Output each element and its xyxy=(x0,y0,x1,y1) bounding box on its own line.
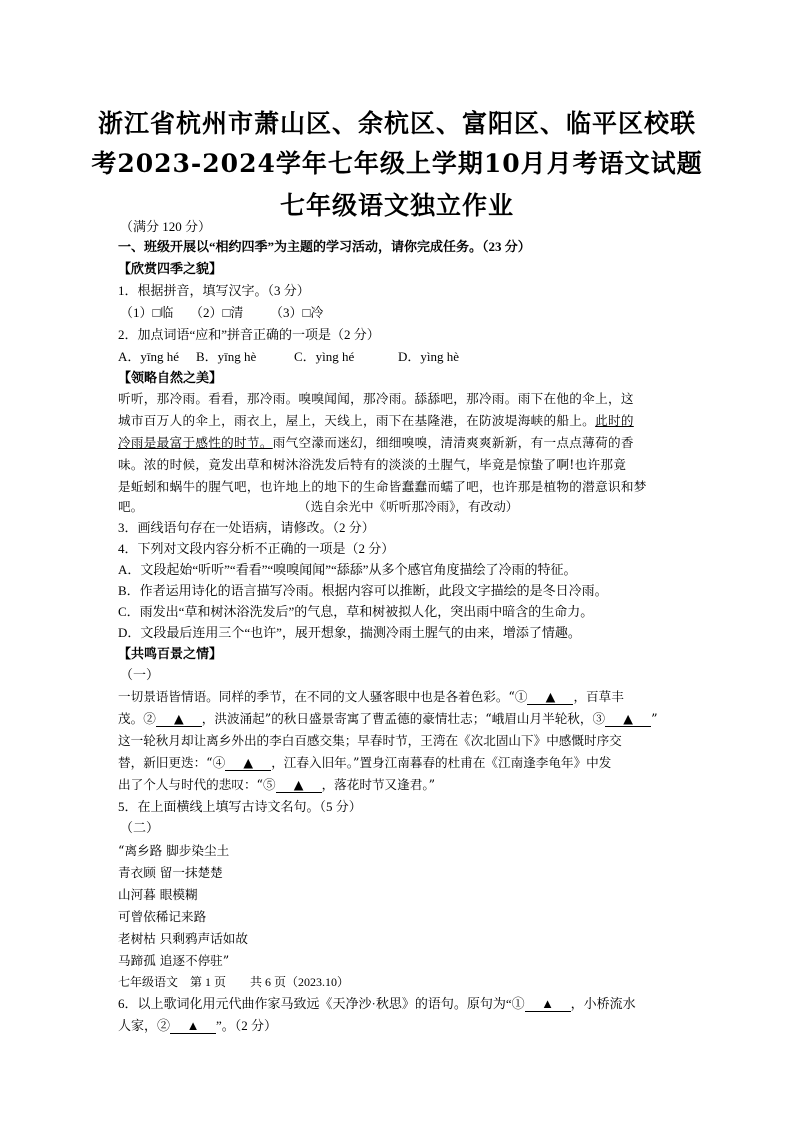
lyric-line-2: 青衣顾 留一抹楚楚 xyxy=(118,865,223,880)
blank-7[interactable]: ▲ xyxy=(170,1018,216,1034)
lyric-line-3: 山河暮 眼模糊 xyxy=(118,887,198,902)
title-line-2: 考2023-2024学年七年级上学期10月月考语文试题 xyxy=(91,149,703,178)
q4-option-b: B．作者运用诗化的语言描写冷雨。根据内容可以推断，此段文字描绘的是冬日冷雨。 xyxy=(118,583,608,598)
poem-para-line-5: 出了个人与时代的悲叹：“⑤ ▲ ，落花时节又逢君。” xyxy=(118,777,436,792)
passage-line-4: 味。浓的时候，竟发出草和树沐浴洗发后特有的淡淡的土腥气，毕竟是惊蛰了啊!也许那竟 xyxy=(118,457,627,472)
blank-6[interactable]: ▲ xyxy=(525,996,571,1012)
passage-line-3: 冷雨是最富于感性的时节。雨气空濛而迷幻，细细嗅嗅，清清爽爽新新，有一点点薄荷的香 xyxy=(118,435,634,450)
question-5: 5．在上面横线上填写古诗文名句。（5 分） xyxy=(118,799,362,814)
lyric-line-6: 马蹄孤 追逐不停驻” xyxy=(118,953,230,968)
poem-para-line-2: 茂。② ▲ ，洪波涌起”的秋日盛景寄寓了曹孟德的豪情壮志；“峨眉山月半轮秋，③ ▲ ” xyxy=(118,711,658,726)
part2-title: 【领略自然之美】 xyxy=(118,370,223,385)
question-6-line-1: 6．以上歌词化用元代曲作家马致远《天净沙·秋思》的语句。原句为“① ▲ ，小桥流水 xyxy=(118,996,636,1011)
q4-option-d: D．文段最后连用三个“也许”，展开想象，揣测冷雨土腥气的由来，增添了情趣。 xyxy=(118,625,581,640)
question-4: 4．下列对文段内容分析不正确的一项是（2 分） xyxy=(118,541,395,556)
passage-source: （选自余光中《听听那冷雨》，有改动） xyxy=(298,499,519,514)
score-note: （满分 120 分） xyxy=(120,219,212,234)
q2-option-b: B．yīng hè xyxy=(196,349,257,364)
poem-para-line-1: 一切景语皆情语。同样的季节，在不同的文人骚客眼中也是各着色彩。“① ▲ ，百草丰 xyxy=(118,689,624,704)
lyric-line-4: 可曾依稀记来路 xyxy=(118,909,207,924)
q4-option-c: C．雨发出“草和树沐浴洗发后”的气息，草和树被拟人化，突出雨中暗含的生命力。 xyxy=(118,604,594,619)
sub-section-1: （一） xyxy=(120,667,160,682)
question-1: 1．根据拼音，填写汉字。（3 分） xyxy=(118,283,310,298)
passage-line-6: 吧。 xyxy=(118,499,144,514)
passage-underlined-sentence-end: 冷雨是最富于感性的时节。 xyxy=(118,435,273,450)
page-footer: 七年级语文 第 1 页 共 6 页（2023.10） xyxy=(118,975,350,989)
passage-line-5: 是蚯蚓和蜗牛的腥气吧，也许地上的地下的生命皆蠢蠢而蠕了吧，也许那是植物的潜意识和梦 xyxy=(118,479,647,494)
passage-line-1: 听听，那冷雨。看看，那冷雨。嗅嗅闻闻，那冷雨。舔舔吧，那冷雨。雨下在他的伞上，这 xyxy=(118,391,634,406)
q1-item-2: （2）□清 xyxy=(190,305,244,320)
section1-heading: 一、班级开展以“相约四季”为主题的学习活动，请你完成任务。（23 分） xyxy=(118,239,531,254)
poem-para-line-4: 替，新旧更迭：“④ ▲ ，江春入旧年。”置身江南暮春的杜甫在《江南逢李龟年》中发 xyxy=(118,755,612,770)
poem-para-line-3: 这一轮秋月却让离乡外出的李白百感交集；早春时节，王湾在《次北固山下》中感慨时序交 xyxy=(118,733,622,748)
title-line-3: 七年级语文独立作业 xyxy=(279,191,514,220)
lyric-line-5: 老树枯 只剩鸦声话如故 xyxy=(118,931,248,946)
question-2: 2．加点词语“应和”拼音正确的一项是（2 分） xyxy=(118,327,380,342)
passage-underlined-sentence-start: 此时的 xyxy=(595,413,634,428)
q4-option-a: A．文段起始“听听”“看看”“嗅嗅闻闻”“舔舔”从多个感官角度描绘了冷雨的特征。 xyxy=(118,562,577,577)
question-6-line-2: 人家，② ▲ ”。（2 分） xyxy=(118,1018,278,1033)
blank-3[interactable]: ▲ xyxy=(605,711,651,727)
q2-option-c: C．yìng hé xyxy=(294,349,355,364)
lyric-line-1: “离乡路 脚步染尘土 xyxy=(118,843,230,858)
q1-item-3: （3）□冷 xyxy=(270,305,324,320)
blank-4[interactable]: ▲ xyxy=(225,755,271,771)
blank-2[interactable]: ▲ xyxy=(156,711,202,727)
blank-1[interactable]: ▲ xyxy=(527,689,573,705)
part1-title: 【欣赏四季之貌】 xyxy=(118,261,223,276)
sub-section-2: （二） xyxy=(120,820,160,835)
title-line-1: 浙江省杭州市萧山区、余杭区、富阳区、临平区校联 xyxy=(97,109,696,138)
question-3: 3．画线语句存在一处语病，请修改。（2 分） xyxy=(118,520,375,535)
q1-item-1: （1）□临 xyxy=(120,305,174,320)
q2-option-d: D．yìng hè xyxy=(398,349,460,364)
part3-title: 【共鸣百景之情】 xyxy=(118,646,223,661)
q2-option-a: A．yīng hé xyxy=(118,349,180,364)
blank-5[interactable]: ▲ xyxy=(276,777,322,793)
passage-line-2: 城市百万人的伞上，雨衣上，屋上，天线上，雨下在基隆港，在防波堤海峡的船上。此时的 xyxy=(118,413,634,428)
